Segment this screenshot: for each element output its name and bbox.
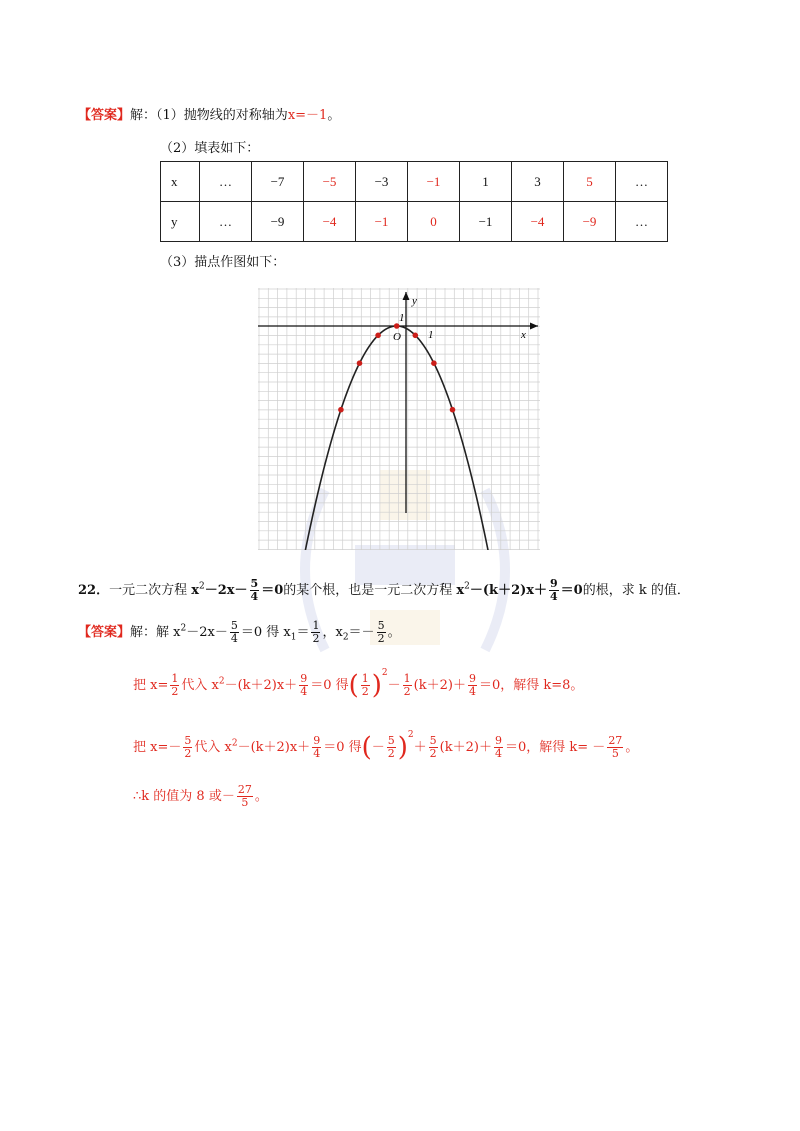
- solution-label: 解：: [130, 108, 157, 123]
- table-cell: −9: [564, 202, 616, 242]
- table-cell: −1: [460, 202, 512, 242]
- part1-text: （1）抛物线的对称轴为: [156, 108, 288, 123]
- table-cell: −4: [304, 202, 356, 242]
- fraction: $\frac{5}{2}$: [184, 734, 192, 760]
- origin-label: O: [393, 331, 401, 343]
- fraction: $\frac{5}{2}$: [387, 734, 395, 760]
- x-axis-arrow-icon: [530, 323, 538, 330]
- part3-text: （3）描点作图如下：: [160, 255, 286, 270]
- fraction: $\frac{9}{4}$: [300, 672, 308, 698]
- table-cell: …: [616, 162, 668, 202]
- plotted-point: [357, 360, 363, 366]
- plotted-point: [338, 407, 344, 413]
- table-cell: 3: [512, 162, 564, 202]
- y-header: y: [161, 202, 200, 242]
- table-cell: −1: [356, 202, 408, 242]
- fraction: $\frac{1}{2}$: [312, 619, 320, 645]
- table-cell: −4: [512, 202, 564, 242]
- a22-conclusion: ∴k 的值为 8 或－ $\frac{27}{5}$ 。: [133, 783, 268, 809]
- fraction: $\frac{5}{2}$: [377, 619, 385, 645]
- question-number: 22．: [78, 583, 110, 598]
- table-cell: −5: [304, 162, 356, 202]
- q21-answer-line1: 【答案】解：（1）抛物线的对称轴为x=－1。: [78, 108, 341, 123]
- plotted-point: [394, 323, 400, 329]
- fraction: $\frac{5}{4}$: [250, 577, 259, 603]
- plotted-point: [375, 333, 381, 339]
- table-row: [161, 202, 668, 242]
- table-cell: −1: [408, 162, 460, 202]
- table-cell: 5: [564, 162, 616, 202]
- table-cell: 0: [408, 202, 460, 242]
- fraction: $\frac{9}{4}$: [494, 734, 502, 760]
- axis-of-symmetry-value: x=－1: [287, 108, 328, 123]
- unit-x-label: 1: [428, 329, 434, 341]
- fraction: $\frac{27}{5}$: [237, 783, 252, 809]
- plotted-point: [450, 407, 456, 413]
- parabola-graph: [258, 288, 540, 550]
- fraction: $\frac{9}{4}$: [468, 672, 476, 698]
- table-cell: …: [200, 162, 252, 202]
- x-header: x: [161, 162, 200, 202]
- fraction: $\frac{9}{4}$: [550, 577, 558, 603]
- table-cell: −7: [252, 162, 304, 202]
- table-cell: −9: [252, 202, 304, 242]
- fraction: $\frac{5}{2}$: [429, 734, 437, 760]
- answer-tag: 【答案】: [78, 108, 131, 123]
- table-cell: …: [616, 202, 668, 242]
- values-table: [160, 161, 668, 242]
- part2-text: （2）填表如下：: [160, 141, 260, 156]
- a22-line2: 把 x= $\frac{1}{2}$ 代入 $x^2-(k+2)x+$ $\frac{9}{4}$ ＝0 得( $\frac{1}{2}$ )$^2$－ $\frac{1}{2}$ (k＋2)＋ $\frac{9}{4}$ ＝0，解得 k=8。: [133, 668, 584, 701]
- y-axis-label: y: [412, 295, 417, 307]
- unit-y-label: 1: [399, 312, 405, 324]
- q22-question: 22．一元二次方程 $x^2-2x-$ $\frac{5}{4}$ ＝0的某个根，也是一元二次方程 $x^2-(k+2)x+$ $\frac{9}{4}$ ＝0的根，求 k 的值．: [78, 577, 690, 603]
- table-cell: …: [200, 202, 252, 242]
- table-cell: −3: [356, 162, 408, 202]
- a22-line1: 【答案】解：解 $x^2-2x-$ $\frac{5}{4}$ ＝0 得 $x_1=$ $\frac{1}{2}$ ，$x_2=-$ $\frac{5}{2}$ 。: [78, 619, 401, 645]
- plotted-point: [413, 333, 419, 339]
- x-axis-label: x: [521, 329, 526, 341]
- answer-tag: 【答案】: [78, 625, 131, 640]
- table-cell: 1: [460, 162, 512, 202]
- plotted-point: [431, 360, 437, 366]
- fraction: $\frac{9}{4}$: [313, 734, 321, 760]
- fraction: $\frac{27}{5}$: [608, 734, 623, 760]
- fraction: $\frac{1}{2}$: [171, 672, 179, 698]
- fraction: $\frac{5}{4}$: [230, 619, 238, 645]
- table-row: [161, 162, 668, 202]
- fraction: $\frac{1}{2}$: [361, 672, 369, 698]
- a22-line3: 把 x=－ $\frac{5}{2}$ 代入 $x^2-(k+2)x+$ $\frac{9}{4}$ ＝0 得(－ $\frac{5}{2}$ )$^2$＋ $\frac{5}{2}$ (k＋2)＋ $\frac{9}{4}$ ＝0，解得 k= － $\frac{27}{5}$ 。: [133, 730, 639, 763]
- fraction: $\frac{1}{2}$: [403, 672, 411, 698]
- y-axis-arrow-icon: [403, 292, 410, 300]
